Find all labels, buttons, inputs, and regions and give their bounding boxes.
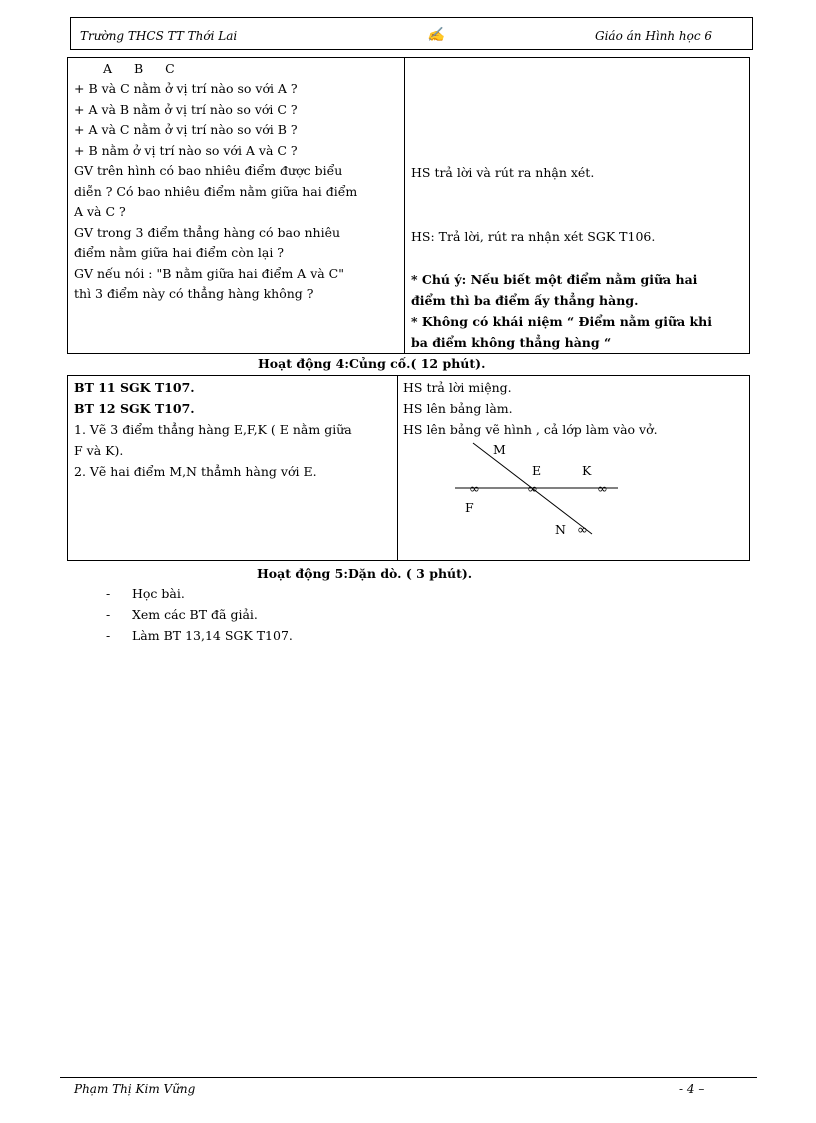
question-line: + B nằm ở vị trí nào so với A và C ?	[74, 142, 298, 158]
school-name: Trường THCS TT Thới Lai	[80, 29, 238, 43]
task-1-line-2: F và K).	[74, 443, 124, 458]
exercise-11: BT 11 SGK T107.	[74, 380, 195, 395]
activity-4-title: Hoạt động 4:Củng cố.( 12 phút).	[258, 356, 486, 371]
point-f-mark: ∞	[469, 482, 480, 497]
label-k: K	[582, 463, 592, 478]
student-response-1: HS trả lời miệng.	[403, 380, 512, 395]
column-divider	[404, 57, 405, 354]
label-f: F	[465, 500, 474, 515]
point-k-mark: ∞	[597, 482, 608, 497]
question-line: + B và C nằm ở vị trí nào so với A ?	[74, 81, 298, 96]
question-line: GV nếu nói : "B nằm giữa hai điểm A và C"	[74, 265, 344, 281]
exercise-12: BT 12 SGK T107.	[74, 401, 195, 416]
subject-name: Giáo án Hình học 6	[595, 29, 713, 43]
note-1-line-1: * Chú ý: Nếu biết một điểm nằm giữa hai	[411, 272, 698, 287]
note-1-line-2: điểm thì ba điểm ấy thẳng hàng.	[411, 293, 639, 308]
task-2: 2. Vẽ hai điểm M,N thẳmh hàng với E.	[74, 464, 317, 479]
points-row: A B C	[103, 61, 175, 76]
point-e-mark: ∞	[527, 482, 538, 497]
student-response-3: HS lên bảng vẽ hình , cả lớp làm vào vở.	[403, 422, 658, 437]
teacher-questions	[74, 79, 357, 305]
label-n: N	[555, 522, 566, 537]
list-item: - Xem các BT đã giải.	[106, 607, 258, 622]
page-number: - 4 –	[679, 1082, 705, 1096]
student-answer-1: HS trả lời và rút ra nhận xét.	[411, 165, 595, 180]
footer-rule	[60, 1077, 757, 1078]
activity-5-title: Hoạt động 5:Dặn dò. ( 3 phút).	[257, 566, 473, 581]
note-2-line-2: ba điểm không thẳng hàng “	[411, 335, 612, 350]
student-response-2: HS lên bảng làm.	[403, 401, 513, 416]
student-answer-2: HS: Trả lời, rút ra nhận xét SGK T106.	[411, 229, 656, 244]
author-name: Phạm Thị Kim Vững	[74, 1082, 196, 1096]
question-line: + A và B nằm ở vị trí nào so với C ?	[74, 101, 298, 117]
list-item: - Làm BT 13,14 SGK T107.	[106, 628, 293, 643]
note-2-line-1: * Không có khái niệm “ Điểm nằm giữa khi	[411, 314, 713, 329]
list-item: - Học bài.	[106, 586, 185, 601]
label-m: M	[493, 442, 506, 457]
question-line: GV trên hình có bao nhiêu điểm được biểu	[74, 163, 343, 178]
pen-icon: ✍	[427, 27, 445, 43]
points-figure	[440, 438, 640, 546]
label-e: E	[532, 463, 542, 478]
point-n-mark: ∞	[577, 523, 588, 538]
homework-list	[106, 583, 293, 646]
column-divider	[397, 375, 398, 561]
question-line: A và C ?	[74, 204, 126, 219]
question-line: GV trong 3 điểm thẳng hàng có bao nhiêu	[74, 224, 341, 240]
task-1-line-1: 1. Vẽ 3 điểm thẳng hàng E,F,K ( E nằm giữa	[74, 422, 352, 437]
question-line: điểm nằm giữa hai điểm còn lại ?	[74, 245, 284, 260]
question-line: diễn ? Có bao nhiêu điểm nằm giữa hai điểm	[74, 183, 358, 199]
question-line: + A và C nằm ở vị trí nào so với B ?	[74, 122, 298, 137]
question-line: thì 3 điểm này có thẳng hàng không ?	[74, 286, 314, 301]
